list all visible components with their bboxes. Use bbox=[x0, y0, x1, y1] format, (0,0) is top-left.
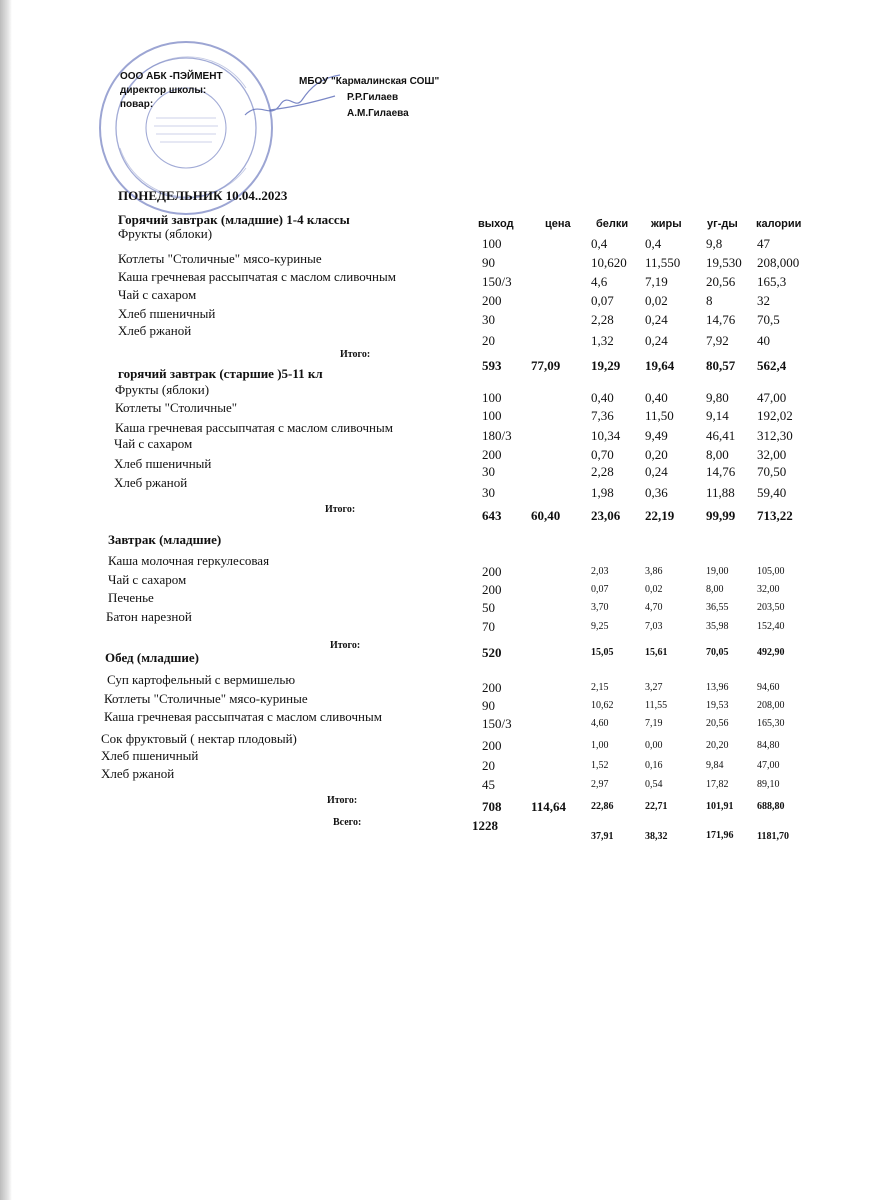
dish-value: 2,97 bbox=[591, 779, 609, 790]
dish-value: 3,86 bbox=[645, 566, 663, 577]
total-label: Итого: bbox=[327, 795, 358, 806]
dish-name: Печенье bbox=[108, 590, 154, 605]
section-title: Завтрак (младшие) bbox=[108, 532, 222, 547]
dish-value: 1,98 bbox=[591, 485, 614, 500]
dish-value: 8,00 bbox=[706, 584, 724, 595]
dish-name: Каша гречневая рассыпчатая с маслом сливочным bbox=[118, 269, 396, 284]
dish-value: 14,76 bbox=[706, 464, 736, 479]
total-value: 23,06 bbox=[591, 508, 621, 523]
total-value: 15,05 bbox=[591, 647, 614, 658]
total-value: 99,99 bbox=[706, 508, 736, 523]
dish-value: 4,70 bbox=[645, 602, 663, 613]
cook-label: повар: bbox=[120, 99, 154, 110]
dish-value: 0,02 bbox=[645, 293, 668, 308]
total-value: 22,86 bbox=[591, 801, 614, 812]
dish-value: 30 bbox=[482, 485, 495, 500]
dish-value: 0,36 bbox=[645, 485, 668, 500]
dish-value: 150/3 bbox=[482, 274, 512, 289]
scan-edge bbox=[0, 0, 12, 1200]
total-value: 643 bbox=[482, 508, 502, 523]
dish-value: 4,60 bbox=[591, 718, 609, 729]
dish-value: 0,24 bbox=[645, 333, 668, 348]
grand-total-value: 38,32 bbox=[645, 831, 668, 842]
dish-name: Каша гречневая рассыпчатая с маслом сливочным bbox=[115, 420, 393, 435]
dish-value: 0,20 bbox=[645, 447, 668, 462]
dish-value: 45 bbox=[482, 777, 495, 792]
grand-total-value: 171,96 bbox=[706, 830, 734, 841]
org-right: МБОУ "Кармалинская СОШ" bbox=[299, 76, 440, 87]
dish-value: 47 bbox=[757, 236, 770, 251]
dish-value: 47,00 bbox=[757, 390, 787, 405]
dish-value: 9,84 bbox=[706, 760, 724, 771]
dish-value: 0,02 bbox=[645, 584, 663, 595]
dish-value: 105,00 bbox=[757, 566, 785, 577]
dish-value: 84,80 bbox=[757, 740, 780, 751]
dish-value: 100 bbox=[482, 408, 502, 423]
dish-value: 70,50 bbox=[757, 464, 787, 479]
dish-name: Хлеб ржаной bbox=[101, 766, 175, 781]
org-left: ООО АБК -ПЭЙМЕНТ bbox=[120, 71, 223, 82]
dish-name: Хлеб пшеничный bbox=[114, 456, 212, 471]
dish-value: 9,8 bbox=[706, 236, 723, 251]
col-ugdy: уг-ды bbox=[707, 218, 738, 230]
dish-name: Хлеб ржаной bbox=[114, 475, 188, 490]
dish-value: 14,76 bbox=[706, 312, 736, 327]
dish-value: 90 bbox=[482, 255, 495, 270]
dish-name: Каша гречневая рассыпчатая с маслом сливочным bbox=[104, 709, 382, 724]
total-value: 708 bbox=[482, 799, 502, 814]
dish-value: 0,07 bbox=[591, 293, 614, 308]
dish-value: 19,53 bbox=[706, 700, 729, 711]
dish-value: 10,620 bbox=[591, 255, 627, 270]
dish-value: 2,03 bbox=[591, 566, 609, 577]
dish-value: 0,00 bbox=[645, 740, 663, 751]
dish-value: 7,03 bbox=[645, 621, 663, 632]
dish-value: 8,00 bbox=[706, 447, 729, 462]
grand-total-value: 37,91 bbox=[591, 831, 614, 842]
grand-total-value: 1181,70 bbox=[757, 831, 789, 842]
dish-value: 13,96 bbox=[706, 682, 729, 693]
dish-name: Чай с сахаром bbox=[114, 436, 193, 451]
dish-value: 32,00 bbox=[757, 584, 780, 595]
total-label: Итого: bbox=[325, 504, 356, 515]
total-value: 114,64 bbox=[531, 799, 567, 814]
dish-value: 36,55 bbox=[706, 602, 729, 613]
dish-value: 3,70 bbox=[591, 602, 609, 613]
dish-value: 11,50 bbox=[645, 408, 674, 423]
col-kalorii: калории bbox=[756, 218, 802, 230]
section-title: Горячий завтрак (младшие) 1-4 классы bbox=[118, 212, 350, 227]
dish-value: 2,28 bbox=[591, 464, 614, 479]
total-value: 713,22 bbox=[757, 508, 793, 523]
dish-value: 200 bbox=[482, 582, 502, 597]
dish-value: 200 bbox=[482, 738, 502, 753]
dish-name: Каша молочная геркулесовая bbox=[108, 553, 270, 568]
dish-value: 100 bbox=[482, 390, 502, 405]
dish-value: 0,4 bbox=[591, 236, 608, 251]
dish-value: 165,3 bbox=[757, 274, 787, 289]
dish-value: 17,82 bbox=[706, 779, 729, 790]
dish-value: 10,34 bbox=[591, 428, 621, 443]
dish-value: 9,25 bbox=[591, 621, 609, 632]
dish-value: 0,54 bbox=[645, 779, 663, 790]
dish-value: 11,550 bbox=[645, 255, 681, 270]
dish-value: 0,24 bbox=[645, 464, 668, 479]
dish-value: 40 bbox=[757, 333, 770, 348]
dish-value: 20,20 bbox=[706, 740, 729, 751]
dish-value: 9,14 bbox=[706, 408, 729, 423]
dish-value: 7,19 bbox=[645, 718, 663, 729]
total-value: 15,61 bbox=[645, 647, 668, 658]
dish-value: 20,56 bbox=[706, 718, 729, 729]
dish-name: Котлеты "Столичные" мясо-куриные bbox=[118, 251, 322, 266]
dish-name: Чай с сахаром bbox=[118, 287, 197, 302]
section-title: горячий завтрак (старшие )5-11 кл bbox=[118, 366, 323, 381]
dish-value: 4,6 bbox=[591, 274, 608, 289]
dish-value: 8 bbox=[706, 293, 713, 308]
dish-name: Фрукты (яблоки) bbox=[115, 382, 210, 397]
dish-value: 10,62 bbox=[591, 700, 614, 711]
total-value: 77,09 bbox=[531, 358, 561, 373]
dish-value: 94,60 bbox=[757, 682, 780, 693]
grand-total-value: 1228 bbox=[472, 818, 498, 833]
dish-value: 200 bbox=[482, 293, 502, 308]
dish-value: 203,50 bbox=[757, 602, 785, 613]
dish-value: 3,27 bbox=[645, 682, 663, 693]
dish-name: Котлеты "Столичные" bbox=[115, 400, 238, 415]
total-value: 80,57 bbox=[706, 358, 736, 373]
grand-total-label: Всего: bbox=[333, 817, 362, 828]
dish-value: 30 bbox=[482, 312, 495, 327]
dish-value: 208,000 bbox=[757, 255, 800, 270]
dish-value: 200 bbox=[482, 564, 502, 579]
total-value: 70,05 bbox=[706, 647, 729, 658]
dish-value: 165,30 bbox=[757, 718, 785, 729]
dish-value: 1,32 bbox=[591, 333, 614, 348]
dish-value: 19,00 bbox=[706, 566, 729, 577]
dish-value: 0,40 bbox=[591, 390, 614, 405]
cook-name: А.М.Гилаева bbox=[347, 108, 409, 119]
dish-value: 89,10 bbox=[757, 779, 780, 790]
director-label: директор школы: bbox=[120, 85, 207, 96]
dish-value: 70 bbox=[482, 619, 495, 634]
dish-value: 20 bbox=[482, 333, 495, 348]
total-label: Итого: bbox=[340, 349, 371, 360]
director-name: Р.Р.Гилаев bbox=[347, 92, 399, 103]
dish-value: 180/3 bbox=[482, 428, 512, 443]
section-title: Обед (младшие) bbox=[105, 650, 199, 665]
total-value: 562,4 bbox=[757, 358, 787, 373]
total-value: 492,90 bbox=[757, 647, 785, 658]
dish-name: Котлеты "Столичные" мясо-куриные bbox=[104, 691, 308, 706]
total-value: 101,91 bbox=[706, 801, 734, 812]
dish-value: 2,15 bbox=[591, 682, 609, 693]
dish-value: 7,92 bbox=[706, 333, 729, 348]
dish-value: 30 bbox=[482, 464, 495, 479]
col-belki: белки bbox=[596, 218, 629, 230]
dish-name: Хлеб пшеничный bbox=[118, 306, 216, 321]
dish-value: 47,00 bbox=[757, 760, 780, 771]
dish-value: 2,28 bbox=[591, 312, 614, 327]
total-value: 19,64 bbox=[645, 358, 675, 373]
col-zhiry: жиры bbox=[651, 218, 682, 230]
dish-value: 0,4 bbox=[645, 236, 662, 251]
dish-value: 192,02 bbox=[757, 408, 793, 423]
total-label: Итого: bbox=[330, 640, 361, 651]
dish-value: 20 bbox=[482, 758, 495, 773]
dish-value: 9,49 bbox=[645, 428, 668, 443]
total-value: 19,29 bbox=[591, 358, 621, 373]
dish-name: Хлеб пшеничный bbox=[101, 748, 199, 763]
dish-value: 100 bbox=[482, 236, 502, 251]
dish-value: 35,98 bbox=[706, 621, 729, 632]
dish-value: 7,36 bbox=[591, 408, 614, 423]
dish-value: 312,30 bbox=[757, 428, 793, 443]
total-value: 688,80 bbox=[757, 801, 785, 812]
total-value: 593 bbox=[482, 358, 502, 373]
dish-value: 152,40 bbox=[757, 621, 785, 632]
dish-value: 150/3 bbox=[482, 716, 512, 731]
dish-value: 32 bbox=[757, 293, 770, 308]
dish-name: Суп картофельный с вермишелью bbox=[107, 672, 296, 687]
dish-value: 200 bbox=[482, 680, 502, 695]
date-title: ПОНЕДЕЛЬНИК 10.04..2023 bbox=[118, 188, 288, 203]
dish-name: Хлеб ржаной bbox=[118, 323, 192, 338]
dish-value: 90 bbox=[482, 698, 495, 713]
dish-value: 1,00 bbox=[591, 740, 609, 751]
dish-name: Сок фруктовый ( нектар плодовый) bbox=[101, 731, 297, 746]
dish-value: 70,5 bbox=[757, 312, 780, 327]
dish-value: 19,530 bbox=[706, 255, 742, 270]
dish-value: 9,80 bbox=[706, 390, 729, 405]
dish-value: 208,00 bbox=[757, 700, 785, 711]
dish-value: 0,24 bbox=[645, 312, 668, 327]
total-value: 22,19 bbox=[645, 508, 675, 523]
col-vyhod: выход bbox=[478, 218, 514, 230]
dish-value: 0,07 bbox=[591, 584, 609, 595]
dish-value: 50 bbox=[482, 600, 495, 615]
dish-value: 11,88 bbox=[706, 485, 735, 500]
dish-name: Батон нарезной bbox=[106, 609, 192, 624]
dish-value: 1,52 bbox=[591, 760, 609, 771]
dish-value: 20,56 bbox=[706, 274, 736, 289]
dish-name: Чай с сахаром bbox=[108, 572, 187, 587]
col-cena: цена bbox=[545, 218, 571, 230]
dish-name: Фрукты (яблоки) bbox=[118, 226, 213, 241]
dish-value: 7,19 bbox=[645, 274, 668, 289]
dish-value: 200 bbox=[482, 447, 502, 462]
total-value: 22,71 bbox=[645, 801, 668, 812]
dish-value: 0,70 bbox=[591, 447, 614, 462]
dish-value: 59,40 bbox=[757, 485, 787, 500]
dish-value: 32,00 bbox=[757, 447, 787, 462]
dish-value: 11,55 bbox=[645, 700, 668, 711]
total-value: 520 bbox=[482, 645, 502, 660]
dish-value: 46,41 bbox=[706, 428, 736, 443]
dish-value: 0,40 bbox=[645, 390, 668, 405]
total-value: 60,40 bbox=[531, 508, 561, 523]
dish-value: 0,16 bbox=[645, 760, 663, 771]
